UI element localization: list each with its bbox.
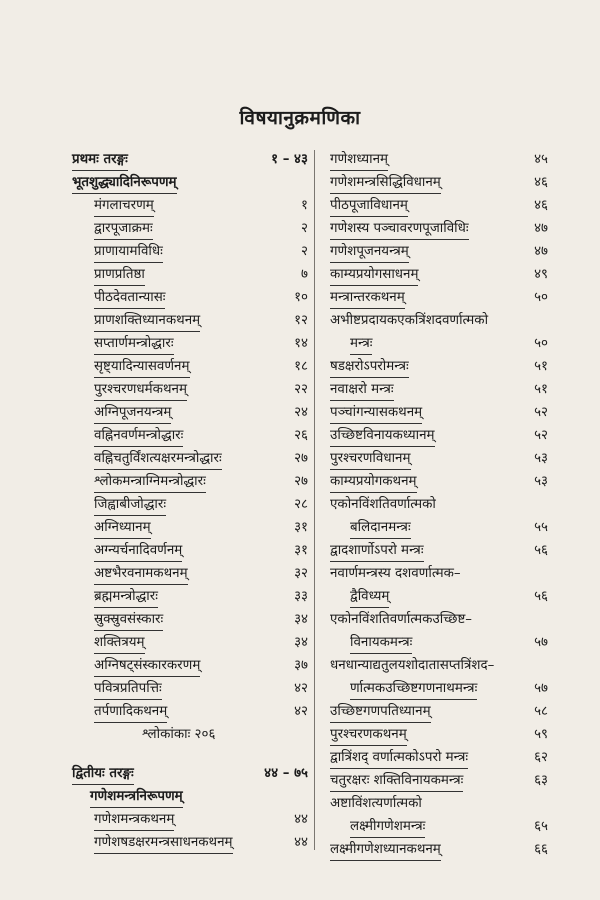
toc-entry (72, 426, 308, 449)
toc-entry-page: ५१ (534, 382, 548, 397)
toc-entry (72, 380, 308, 403)
toc-entry (326, 150, 548, 173)
toc-entry (326, 656, 548, 679)
toc-entry (72, 219, 308, 242)
toc-entry (326, 702, 548, 725)
toc-entry-title: वह्निनवर्णमन्त्रोद्धारः (94, 426, 183, 447)
toc-entry (72, 787, 308, 810)
toc-entry-page: २६ (294, 428, 308, 443)
toc-entry (72, 587, 308, 610)
toc-left-column (72, 150, 308, 856)
toc-entry-page: ४४ (294, 812, 308, 827)
toc-entry-title: प्राणशक्तिध्यानकथनम् (94, 311, 200, 332)
toc-entry-page: ६५ (534, 819, 548, 834)
toc-entry (72, 633, 308, 656)
toc-entry (72, 702, 308, 725)
toc-entry-title: पुरश्चरणविधानम् (330, 449, 411, 470)
toc-entry (72, 764, 308, 787)
toc-entry (72, 196, 308, 219)
toc-entry (326, 334, 548, 357)
toc-entry (326, 794, 548, 817)
toc-entry-page: ४७ (534, 221, 548, 236)
toc-entry-page: ७ (301, 267, 308, 282)
toc-entry-page: ३२ (294, 566, 308, 581)
toc-entry-title: काम्यप्रयोगसाधनम् (330, 265, 418, 286)
toc-entry-page: १ – ४३ (271, 152, 308, 167)
toc-entry (326, 610, 548, 633)
toc-entry-title: श्लोकांकाः २०६ (142, 727, 216, 742)
toc-entry-title: पीठपूजाविधानम् (330, 196, 408, 217)
toc-entry-page: ५६ (534, 543, 548, 558)
toc-entry-page: ६२ (534, 750, 548, 765)
toc-entry (72, 656, 308, 679)
toc-entry-title: एकोनविंशतिवर्णात्मको (330, 497, 436, 512)
toc-entry-title: धनधान्याद्यतुलयशोदातासप्तत्रिंशद– (330, 658, 495, 673)
toc-entry-page: ५६ (534, 589, 548, 604)
toc-entry-title: गणेशमन्त्रकथनम् (94, 810, 174, 831)
toc-entry (326, 725, 548, 748)
toc-entry-title: सप्तार्णमन्त्रोद्धारः (94, 334, 174, 355)
toc-entry-page: ३४ (294, 612, 308, 627)
toc-entry-page: १२ (294, 313, 308, 328)
toc-entry-page: ४५ (534, 152, 548, 167)
toc-entry (326, 242, 548, 265)
toc-entry (326, 748, 548, 771)
toc-entry-page: १ (301, 198, 308, 213)
toc-entry-title: गणेशषडक्षरमन्त्रसाधनकथनम् (94, 833, 233, 854)
toc-entry (72, 610, 308, 633)
toc-entry-title: पवित्रप्रतिपत्तिः (94, 679, 162, 700)
toc-entry-page: ३१ (294, 520, 308, 535)
toc-entry-page: ४४ (294, 835, 308, 850)
toc-entry-title: सृष्ट्यादिन्यासवर्णनम् (94, 357, 190, 378)
toc-entry (72, 679, 308, 702)
toc-entry (72, 725, 308, 748)
toc-entry-title: पुरश्चरणधर्मकथनम् (94, 380, 187, 401)
toc-entry-title: अष्टाविंशत्यर्णात्मको (330, 796, 422, 811)
toc-entry-title: प्रथमः तरङ्गः (72, 150, 128, 171)
toc-entry-title: तर्पणादिकथनम् (94, 702, 167, 723)
column-divider (314, 150, 315, 850)
toc-entry-page: २४ (294, 405, 308, 420)
toc-entry-title: चतुरक्षरः शक्तिविनायकमन्त्रः (330, 771, 463, 792)
toc-entry (326, 495, 548, 518)
toc-entry (326, 633, 548, 656)
toc-entry-title: अष्टभैरवनामकथनम् (94, 564, 188, 585)
toc-entry-page: ४२ (294, 681, 308, 696)
toc-entry (72, 403, 308, 426)
toc-entry-page: १० (294, 290, 308, 305)
toc-entry (326, 288, 548, 311)
toc-entry-title: मंगलाचरणम् (94, 196, 154, 217)
toc-entry (72, 334, 308, 357)
toc-entry-title: लक्ष्मीगणेशमन्त्रः (350, 817, 425, 838)
toc-entry (326, 311, 548, 334)
toc-entry (326, 679, 548, 702)
toc-entry (326, 587, 548, 610)
toc-entry-title: अग्निपूजनयन्त्रम् (94, 403, 171, 424)
toc-entry (326, 564, 548, 587)
toc-entry (326, 357, 548, 380)
toc-entry-title: प्राणप्रतिष्ठा (94, 265, 145, 286)
toc-entry-title: पञ्चांगन्यासकथनम् (330, 403, 422, 424)
toc-entry (326, 472, 548, 495)
toc-entry-page: ५२ (534, 428, 548, 443)
toc-entry-title: गणेशमन्त्रसिद्धिविधानम् (330, 173, 441, 194)
toc-entry-page: ५९ (534, 727, 548, 742)
toc-entry-page: २२ (294, 382, 308, 397)
toc-entry (72, 833, 308, 856)
toc-entry (326, 219, 548, 242)
toc-entry-page: २८ (294, 497, 308, 512)
toc-entry-page: ४२ (294, 704, 308, 719)
toc-entry-title: द्वात्रिंशद् वर्णात्मकोऽपरो मन्त्रः (330, 748, 468, 769)
page-title: विषयानुक्रमणिका (239, 107, 361, 129)
toc-entry-title: श्लोकमन्त्राग्निमन्त्रोद्धारः (94, 472, 206, 493)
toc-entry (72, 173, 308, 196)
toc-entry (326, 403, 548, 426)
toc-entry (326, 541, 548, 564)
toc-entry-page: ४७ (534, 244, 548, 259)
toc-entry-title: पीठदेवतान्यासः (94, 288, 165, 309)
toc-entry-page: ४९ (534, 267, 548, 282)
toc-entry-page: ३७ (294, 658, 308, 673)
toc-entry-page: २७ (294, 451, 308, 466)
toc-entry (326, 265, 548, 288)
toc-entry-title: द्वितीयः तरङ्गः (72, 764, 134, 785)
toc-entry-title: मन्त्रान्तरकथनम् (330, 288, 405, 309)
toc-entry-title: भूतशुद्ध्यादिनिरूपणम् (72, 173, 177, 194)
toc-entry (72, 357, 308, 380)
toc-entry (326, 817, 548, 840)
toc-entry-title: मन्त्रः (350, 334, 372, 355)
toc-entry (72, 495, 308, 518)
toc-entry-page: ५७ (534, 681, 548, 696)
toc-entry-page: २ (301, 244, 308, 259)
toc-entry-title: ब्रह्ममन्त्रोद्धारः (94, 587, 158, 608)
toc-entry (72, 541, 308, 564)
toc-entry-page: ६६ (534, 842, 548, 857)
toc-entry-page: ५३ (534, 451, 548, 466)
toc-entry (72, 810, 308, 833)
toc-entry-page: ५७ (534, 635, 548, 650)
toc-entry-title: द्वैविध्यम् (350, 587, 389, 608)
toc-entry (72, 265, 308, 288)
toc-right-column (326, 150, 548, 863)
toc-entry (72, 150, 308, 173)
toc-entry-title: गणेशस्य पञ्चावरणपूजाविधिः (330, 219, 469, 240)
toc-entry (326, 380, 548, 403)
toc-entry-page: ५२ (534, 405, 548, 420)
toc-entry-title: नवाक्षरो मन्त्रः (330, 380, 394, 401)
toc-entry-page: २ (301, 221, 308, 236)
toc-entry-page: १४ (294, 336, 308, 351)
toc-entry (72, 288, 308, 311)
toc-entry-page: ५८ (534, 704, 548, 719)
toc-entry (326, 196, 548, 219)
toc-entry-page: ४६ (534, 175, 548, 190)
toc-entry-page: ४४ – ७५ (264, 766, 308, 781)
toc-entry (72, 564, 308, 587)
toc-entry (326, 771, 548, 794)
toc-entry-title: गणेशध्यानम् (330, 150, 388, 171)
toc-entry (72, 449, 308, 472)
toc-entry-page: १८ (294, 359, 308, 374)
toc-entry-title: एकोनविंशतिवर्णात्मकउच्छिष्ट– (330, 612, 472, 627)
toc-entry-title: वह्निचतुर्विंशत्यक्षरमन्त्रोद्धारः (94, 449, 222, 470)
toc-entry-title: अग्न्यर्चनादिवर्णनम् (94, 541, 182, 562)
toc-entry-title: प्राणायामविधिः (94, 242, 163, 263)
toc-entry-title: काम्यप्रयोगकथनम् (330, 472, 417, 493)
toc-entry-title: र्णात्मकउच्छिष्टगणनाथमन्त्रः (350, 679, 477, 700)
toc-entry-title: स्रुक्स्रुवसंस्कारः (94, 610, 163, 631)
toc-entry-title: षडक्षरोऽपरोमन्त्रः (330, 357, 409, 378)
toc-entry-title: अग्निध्यानम् (94, 518, 151, 539)
toc-entry-title: लक्ष्मीगणेशध्यानकथनम् (330, 840, 441, 861)
toc-entry-title: पुरश्चरणकथनम् (330, 725, 407, 746)
toc-entry (72, 518, 308, 541)
toc-entry (72, 472, 308, 495)
toc-entry-page: ३३ (294, 589, 308, 604)
toc-entry (72, 242, 308, 265)
toc-entry-title: गणेशमन्त्रनिरूपणम् (90, 787, 183, 808)
toc-entry-page: ५१ (534, 359, 548, 374)
toc-entry-title: शक्तित्रयम् (94, 633, 145, 654)
toc-entry-title: द्वारपूजाक्रमः (94, 219, 153, 240)
toc-entry-title: अभीष्टप्रदायकएकत्रिंशदवर्णात्मको (330, 313, 489, 328)
toc-entry-title: उच्छिष्टगणपतिध्यानम् (330, 702, 431, 723)
toc-entry-page: ४६ (534, 198, 548, 213)
toc-entry-title: नवार्णमन्त्रस्य दशवर्णात्मक– (330, 566, 461, 581)
toc-entry (326, 173, 548, 196)
toc-entry-page: ६३ (534, 773, 548, 788)
toc-entry (326, 449, 548, 472)
toc-entry-page: ५० (534, 336, 548, 351)
toc-entry-title: अग्निषट्संस्कारकरणम् (94, 656, 200, 677)
toc-entry-title: जिह्वाबीजोद्धारः (94, 495, 166, 516)
toc-entry-page: ५३ (534, 474, 548, 489)
toc-entry-title: गणेशपूजनयन्त्रम् (330, 242, 409, 263)
toc-entry-page: ५५ (534, 520, 548, 535)
toc-entry (72, 311, 308, 334)
toc-entry (326, 426, 548, 449)
toc-entry (326, 840, 548, 863)
toc-entry-title: द्वादशार्णोऽपरो मन्त्रः (330, 541, 424, 562)
toc-entry (72, 748, 308, 764)
toc-entry-page: २७ (294, 474, 308, 489)
toc-entry-page: ५० (534, 290, 548, 305)
toc-entry-title: बलिदानमन्त्रः (350, 518, 411, 539)
toc-entry-page: ३१ (294, 543, 308, 558)
toc-entry-title: उच्छिष्टविनायकध्यानम् (330, 426, 435, 447)
toc-entry (326, 518, 548, 541)
toc-entry-title: विनायकमन्त्रः (350, 633, 412, 654)
toc-entry-page: ३४ (294, 635, 308, 650)
